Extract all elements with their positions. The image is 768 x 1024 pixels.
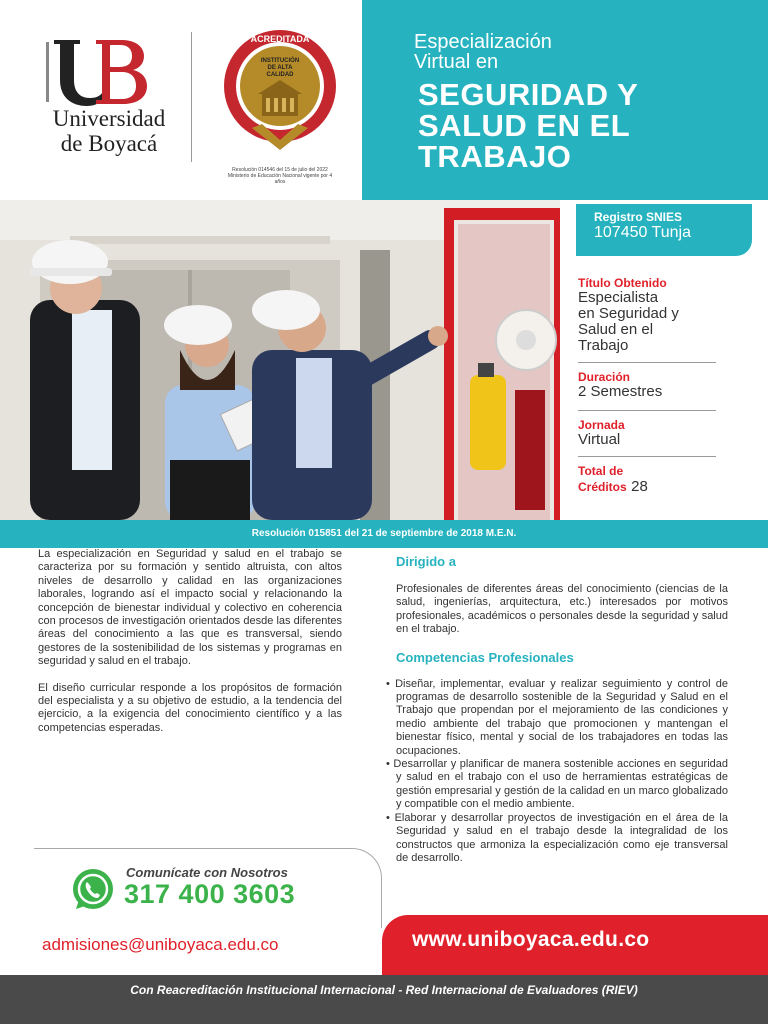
degree-line4: Trabajo xyxy=(578,337,629,354)
title-line2: SALUD EN EL xyxy=(418,108,631,143)
credits-label-line2: Créditos xyxy=(578,480,627,494)
competencies-heading: Competencias Profesionales xyxy=(396,649,574,665)
schedule-block xyxy=(578,418,718,448)
program-description xyxy=(38,548,342,748)
website-banner xyxy=(382,915,768,975)
credits-block xyxy=(578,464,718,496)
list-item: • Diseñar, implementar, evaluar y realizar seguimiento y control de programas de desarrollo sostenible de la Seguridad y Salud en el Trabajo que propendan por el mejoramiento de las condiciones y medio ambiente del trabajo que promocionen y mantengan el bienestar físico, mental y social de los trabajadores en todas las ocupaciones. xyxy=(386,678,728,758)
accreditation-seal-icon xyxy=(222,28,338,164)
duration-value: 2 Semestres xyxy=(578,383,663,400)
website-link[interactable]: www.uniboyaca.edu.co xyxy=(412,928,650,951)
university-logo xyxy=(34,38,174,158)
header-title-area xyxy=(362,0,768,200)
people-inspecting-fire-cabinet-image xyxy=(0,200,560,520)
info-divider xyxy=(578,410,716,411)
snies-label: Registro SNIES xyxy=(594,210,683,224)
snies-value: 107450 Tunja xyxy=(594,224,691,241)
program-title xyxy=(418,79,638,172)
email-link[interactable]: admisiones@uniboyaca.edu.co xyxy=(42,935,279,954)
competencies-list xyxy=(386,678,728,866)
schedule-label: Jornada xyxy=(578,418,625,432)
contact-label: Comunícate con Nosotros xyxy=(126,865,288,880)
design-paragraph: El diseño curricular responde a los propósitos de formación del especialista y a su objetivo de estudio, a la tendencia del ejercicio, a la exigencia del conocimiento científico y a las competencias esperadas. xyxy=(38,681,342,734)
degree-line3: Salud en el xyxy=(578,321,654,338)
credits-value: 28 xyxy=(631,478,648,495)
subtitle-line2: Virtual en xyxy=(414,51,499,73)
title-line1: SEGURIDAD Y xyxy=(418,77,639,112)
phone-number-link[interactable]: 317 400 3603 xyxy=(124,879,296,909)
duration-label: Duración xyxy=(578,370,631,384)
header-divider xyxy=(191,32,192,162)
seal-text-3: CALIDAD xyxy=(266,72,294,78)
schedule-value: Virtual xyxy=(578,431,621,448)
info-divider xyxy=(578,456,716,457)
university-name xyxy=(34,106,184,156)
list-item: • Desarrollar y planificar de manera sostenible acciones en seguridad y salud en el trabajo con el uso de herramientas estratégicas de gestión empresarial y gestión de la calidad en un marco globalizado y compatible con el medio ambiente. xyxy=(386,758,728,812)
footer-bar xyxy=(0,975,768,1024)
ub-monogram-icon xyxy=(46,38,156,106)
intro-paragraph: La especialización en Seguridad y salud en el trabajo se caracteriza por su formación y sentido altruista, con altos niveles de desarrollo y calidad en las organizaciones laborales, logrando así el impacto social y relacionando la concepción de bienestar individual y colectivo en coherencia con procesos de investigación orientados desde las diferentes áreas del conocimiento a las que es transversal, siendo gestores de la sostenibilidad de los sistemas y programas en seguridad y salud en el trabajo. xyxy=(38,548,342,668)
subtitle-line1: Especialización xyxy=(414,31,552,53)
university-name-line1: Universidad xyxy=(52,106,166,131)
degree-line2: en Seguridad y xyxy=(578,305,679,322)
target-and-competencies xyxy=(386,552,728,865)
program-info-panel xyxy=(560,200,768,520)
degree-label: Título Obtenido xyxy=(578,276,667,290)
accreditation-seal xyxy=(222,28,338,185)
seal-caption: Resolución 014546 del 15 de julio del 2022 Ministerio de Educación Nacional vigente por 4 años xyxy=(227,167,333,185)
target-heading: Dirigido a xyxy=(396,554,456,569)
degree-value xyxy=(578,290,718,354)
seal-text-2: DE ALTA xyxy=(267,65,293,71)
whatsapp-icon[interactable] xyxy=(70,867,116,913)
header-logo-area xyxy=(0,0,362,200)
resolution-bar: Resolución 015851 del 21 de septiembre de 2018 M.E.N. xyxy=(0,520,768,548)
hero-photo xyxy=(0,200,560,520)
target-text: Profesionales de diferentes áreas del conocimiento (ciencias de la salud, ingenierías, arquitectura, etc.) interesados por motivos profesionales, académicos o personales desde la seguridad y salud en el trabajo. xyxy=(396,583,728,636)
snies-badge xyxy=(576,204,752,256)
degree-line1: Especialista xyxy=(578,289,659,306)
university-name-line2: de Boyacá xyxy=(60,131,158,156)
list-item: • Elaborar y desarrollar proyectos de investigación en el área de la Seguridad y salud en el trabajo desde la integralidad de los constructos que armoniza la especialización como eje transversal de desarrollo. xyxy=(386,812,728,866)
contact-box xyxy=(34,848,382,928)
seal-top-text: ACREDITADA xyxy=(250,34,310,44)
program-subtitle xyxy=(414,32,552,72)
footer-accreditation-text: Con Reacreditación Institucional Internacional - Red Internacional de Evaluadores (RIEV) xyxy=(130,983,638,997)
credits-label-line1: Total de xyxy=(578,464,624,478)
seal-text-1: INSTITUCIÓN xyxy=(260,58,300,64)
duration-block xyxy=(578,370,718,400)
title-line3: TRABAJO xyxy=(418,139,572,174)
degree-block xyxy=(578,276,718,354)
info-divider xyxy=(578,362,716,363)
